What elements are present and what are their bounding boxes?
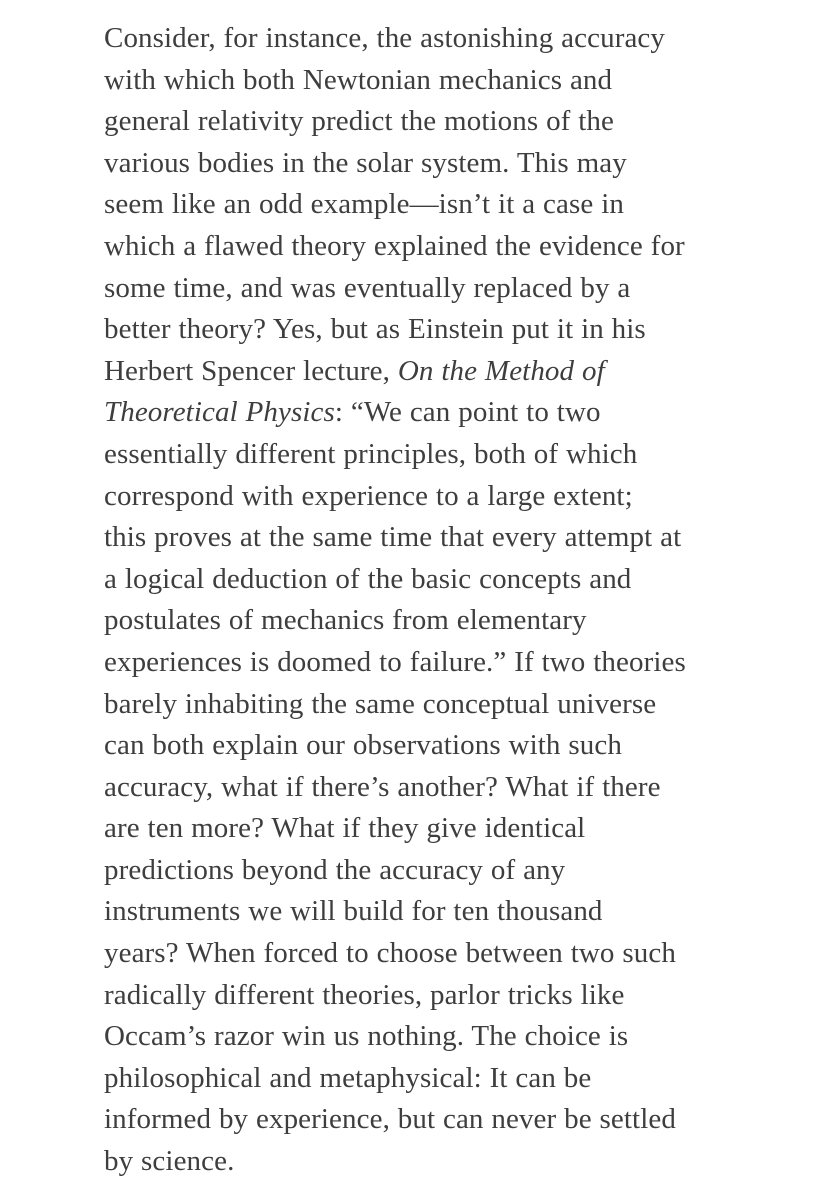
text-line: postulates of mechanics from elementary [104, 604, 587, 637]
text-line: better theory? Yes, but as Einstein put it in his [104, 313, 646, 346]
lecture-title: Theoretical Physics [104, 396, 335, 429]
text-line: various bodies in the solar system. This may [104, 146, 627, 179]
lecture-title: On the Method of [397, 354, 605, 387]
text-line: essentially different principles, both of which [104, 437, 638, 470]
text-line [104, 351, 804, 393]
text-line: correspond with experience to a large extent; [104, 479, 633, 512]
text-line: instruments we will build for ten thousand [104, 895, 603, 928]
text-line: general relativity predict the motions of the [104, 105, 615, 138]
text-line: by science. [104, 1145, 235, 1178]
text-line: some time, and was eventually replaced by a [104, 271, 631, 304]
text-line: this proves at the same time that every attempt at [104, 521, 682, 554]
text-line: which a flawed theory explained the evidence for [104, 229, 685, 262]
text-line: Consider, for instance, the astonishing accuracy [104, 22, 665, 54]
text-line: seem like an odd example—isn’t it a case in [104, 188, 624, 221]
text-line: a logical deduction of the basic concepts and [104, 562, 632, 595]
text-line: informed by experience, but can never be settled [104, 1103, 676, 1136]
text-line: experiences is doomed to failure.” If two theories [104, 645, 686, 678]
text-line: radically different theories, parlor tricks like [104, 978, 625, 1011]
text-segment: : “We can point to two [334, 396, 601, 429]
article-paragraph [104, 18, 804, 1183]
text-line [104, 392, 804, 434]
text-line: predictions beyond the accuracy of any [104, 853, 566, 886]
text-line: Occam’s razor win us nothing. The choice is [104, 1020, 629, 1053]
text-line: barely inhabiting the same conceptual universe [104, 687, 657, 720]
text-line: accuracy, what if there’s another? What if there [104, 770, 661, 803]
text-line: with which both Newtonian mechanics and [104, 63, 613, 96]
text-line: are ten more? What if they give identical [104, 812, 586, 845]
text-line: philosophical and metaphysical: It can be [104, 1061, 592, 1094]
text-segment: Herbert Spencer lecture, [104, 354, 398, 387]
text-line: years? When forced to choose between two such [104, 937, 676, 970]
text-line: can both explain our observations with such [104, 729, 622, 762]
